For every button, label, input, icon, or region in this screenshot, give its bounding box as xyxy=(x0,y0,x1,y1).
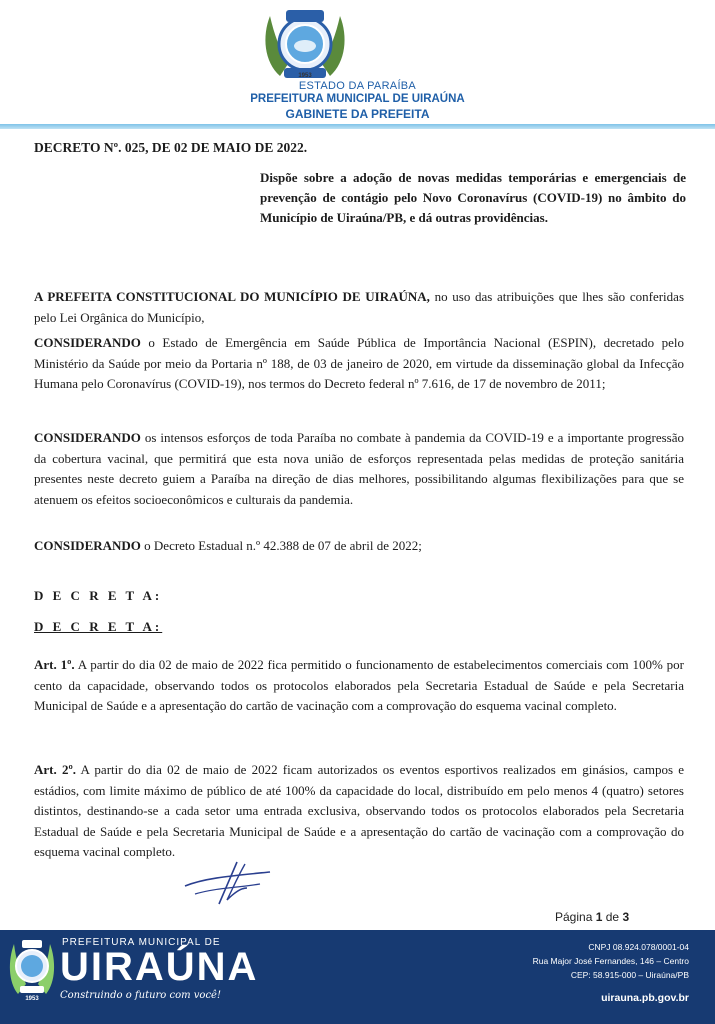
crest-year: 1953 xyxy=(298,73,312,79)
gabinete-name: GABINETE DA PREFEITA xyxy=(285,107,430,121)
article-2-label: Art. 2º. xyxy=(34,762,77,777)
footer-contact xyxy=(533,940,689,982)
decreta-heading: D E C R E T A: xyxy=(34,588,163,603)
footer-city-name: UIRAÚNA xyxy=(60,945,259,989)
article-1-label: Art. 1º. xyxy=(34,657,75,672)
considerando-label: CONSIDERANDO xyxy=(34,335,141,350)
page-number xyxy=(555,910,629,924)
article-1 xyxy=(34,655,684,717)
page-current: 1 xyxy=(595,910,603,924)
decree-ementa: Dispõe sobre a adoção de novas medidas temporárias e emergenciais de prevenção de contágio pelo Novo Coronavírus (COVID-19) no âmbito do Município de Uiraúna/PB, e dá outras providências. xyxy=(260,170,686,225)
footer-band xyxy=(0,930,715,1024)
considerando-label: CONSIDERANDO xyxy=(34,538,141,553)
state-name: ESTADO DA PARAÍBA xyxy=(298,80,417,92)
decree-title: DECRETO Nº. 025, DE 02 DE MAIO DE 2022. xyxy=(34,140,308,155)
preamble-lead: A PREFEITA CONSTITUCIONAL DO MUNICÍPIO DE UIRAÚNA, xyxy=(34,289,430,304)
footer-address: Rua Major José Fernandes, 146 – Centro xyxy=(532,956,689,966)
footer-website-link[interactable]: uirauna.pb.gov.br xyxy=(601,992,689,1004)
considerando-text-3: o Decreto Estadual n.º 42.388 de 07 de abril de 2022; xyxy=(140,538,422,553)
footer-crest-icon xyxy=(4,934,60,1002)
decreta-heading-underlined: D E C R E T A: xyxy=(34,619,163,634)
header-divider xyxy=(0,124,715,129)
article-1-text: A partir do dia 02 de maio de 2022 fica permitido o funcionamento de estabelecimentos comerciais com 100% por cento da capacidade, observando todos os protocolos elaborados pela Secretaria Estadual de Saúde e pela Secretaria Municipal de Saúde e a apresentação do cartão de vacinação com a comprovação do esquema vacinal completo. xyxy=(34,657,685,713)
page-total: 3 xyxy=(622,910,630,924)
considerando-text-1: o Estado de Emergência em Saúde Pública de Importância Nacional (ESPIN), decretado pelo Ministério da Saúde por meio da Portaria nº 188, de 03 de janeiro de 2020, em virtude da disseminação global da Infecção Humana pelo Coronavírus (COVID-19), nos termos do Decreto federal nº 7.616, de 17 de novembro de 2011; xyxy=(34,335,684,391)
footer-cep: CEP: 58.915-000 – Uiraúna/PB xyxy=(570,970,689,980)
footer-cnpj: CNPJ 08.924.078/0001-04 xyxy=(588,942,689,952)
signature-mark xyxy=(175,858,285,908)
considerando-paragraph-1 xyxy=(34,333,684,395)
page-label: Página xyxy=(555,910,593,924)
article-2 xyxy=(34,760,684,863)
footer-prefeitura: PREFEITURA MUNICIPAL DE xyxy=(62,937,221,948)
considerando-paragraph-2 xyxy=(34,428,684,510)
footer-crest-year: 1953 xyxy=(25,996,39,1002)
page-of: de xyxy=(605,910,620,924)
considerando-text-2: os intensos esforços de toda Paraíba no combate à pandemia da COVID-19 e a importante progressão da cobertura vacinal, que permitirá que esta nova união de esforços representada pelas medidas de proteção sanitária presentes neste decreto guiem a Paraíba na direção de dias melhores, possibilitando algumas flexibilizações para que se atenuem os efeitos socioeconômicos e culturais da pandemia. xyxy=(34,430,684,507)
footer-slogan: Construindo o futuro com você! xyxy=(60,990,221,1001)
prefeitura-name: PREFEITURA MUNICIPAL DE UIRAÚNA xyxy=(250,93,465,105)
preamble-text: no uso das atribuições que lhes são conferidas pelo Lei Orgânica do Município, xyxy=(34,289,684,325)
article-2-text: A partir do dia 02 de maio de 2022 ficam autorizados os eventos esportivos realizados em ginásios, campos e estádios, com limite máximo de público de até 100% da capacidade do local, distribuído em pelo menos 4 (quatro) setores distintos, destinando-se a cada setor uma entrada exclusiva, observando todos os protocolos elaborados pela Secretaria Estadual de Saúde e pela Secretaria Municipal de Saúde e a apresentação do cartão de vacinação com a comprovação do esquema vacinal completo. xyxy=(34,762,684,859)
letterhead xyxy=(0,0,715,135)
preamble-paragraph xyxy=(34,287,684,328)
considerando-paragraph-3 xyxy=(34,536,684,557)
considerando-label: CONSIDERANDO xyxy=(34,430,141,445)
